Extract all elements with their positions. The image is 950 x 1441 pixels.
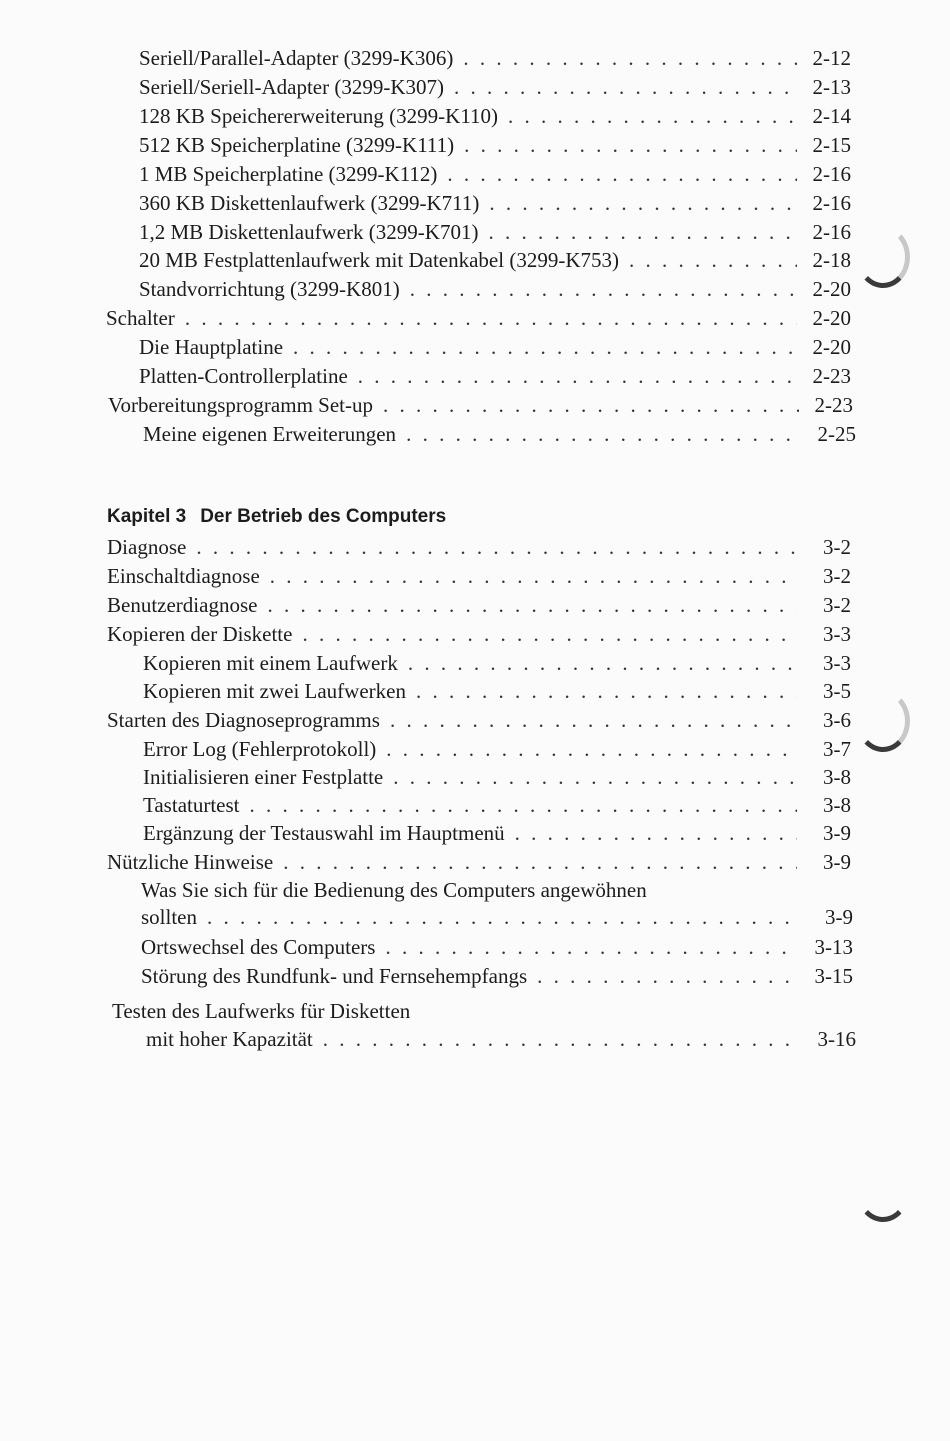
toc-entry-page: 2-15 bbox=[812, 133, 851, 157]
toc-entry bbox=[143, 650, 851, 676]
toc-entry-page: 2-23 bbox=[812, 364, 851, 388]
leader-dots bbox=[393, 764, 797, 790]
toc-entry-page: 2-23 bbox=[814, 393, 853, 417]
toc-entry-label: 1 MB Speicherplatine (3299-K112) bbox=[139, 162, 438, 186]
toc-entry bbox=[139, 190, 851, 216]
toc-entry bbox=[107, 707, 851, 733]
toc-entry-page: 3-7 bbox=[823, 737, 851, 761]
leader-dots bbox=[489, 190, 797, 216]
toc-entry-page: 3-2 bbox=[823, 535, 851, 559]
toc-entry-page: 2-25 bbox=[817, 422, 856, 446]
toc-entry bbox=[107, 621, 851, 647]
leader-dots bbox=[386, 736, 797, 762]
toc-entry-page: 2-13 bbox=[812, 75, 851, 99]
toc-entry bbox=[139, 45, 851, 71]
toc-entry bbox=[143, 792, 851, 818]
leader-dots bbox=[185, 305, 797, 331]
binder-hole-decoration bbox=[856, 690, 910, 752]
leader-dots bbox=[323, 1026, 802, 1052]
toc-entry-label: Seriell/Seriell-Adapter (3299-K307) bbox=[139, 75, 444, 99]
toc-entry bbox=[139, 276, 851, 302]
toc-entry-page: 2-16 bbox=[812, 191, 851, 215]
chapter-title: Der Betrieb des Computers bbox=[200, 506, 447, 527]
toc-entry bbox=[107, 563, 851, 589]
toc-entry bbox=[143, 736, 851, 762]
toc-entry-page: 3-15 bbox=[814, 964, 853, 988]
toc-entry-page: 2-12 bbox=[812, 46, 851, 70]
leader-dots bbox=[464, 132, 797, 158]
toc-entry bbox=[143, 764, 851, 790]
leader-dots bbox=[488, 219, 797, 245]
toc-entry-page: 3-3 bbox=[823, 622, 851, 646]
toc-entry-label: Standvorrichtung (3299-K801) bbox=[139, 277, 400, 301]
leader-dots bbox=[447, 161, 797, 187]
toc-entry-page: 3-13 bbox=[814, 935, 853, 959]
toc-entry-label: Schalter bbox=[106, 306, 175, 330]
chapter-number: Kapitel 3 bbox=[107, 506, 187, 527]
toc-entry-page: 2-20 bbox=[812, 335, 851, 359]
toc-entry bbox=[139, 132, 851, 158]
toc-entry-page: 2-18 bbox=[812, 248, 851, 272]
toc-entry bbox=[143, 421, 856, 447]
toc-entry-label: Diagnose bbox=[107, 535, 187, 559]
leader-dots bbox=[385, 934, 799, 960]
toc-entry-page: 3-16 bbox=[817, 1027, 856, 1051]
leader-dots bbox=[629, 247, 797, 273]
toc-entry-label: Ortswechsel des Computers bbox=[141, 935, 376, 959]
toc-entry-label: 360 KB Diskettenlaufwerk (3299-K711) bbox=[139, 191, 480, 215]
toc-entry bbox=[139, 334, 851, 360]
toc-entry-label: Nützliche Hinweise bbox=[107, 850, 274, 874]
toc-entry bbox=[139, 161, 851, 187]
leader-dots bbox=[515, 820, 797, 846]
toc-entry bbox=[141, 904, 853, 930]
toc-entry-label: Störung des Rundfunk- und Fernsehempfangs bbox=[141, 964, 528, 988]
toc-entry bbox=[141, 934, 853, 960]
leader-dots bbox=[408, 650, 797, 676]
toc-entry-label: Starten des Diagnoseprogramms bbox=[107, 708, 380, 732]
toc-entry-label: Kopieren mit einem Laufwerk bbox=[143, 651, 398, 675]
toc-entry-label: 1,2 MB Diskettenlaufwerk (3299-K701) bbox=[139, 220, 479, 244]
leader-dots bbox=[267, 592, 797, 618]
toc-entry-page: 3-9 bbox=[823, 850, 851, 874]
toc-entry-label: Einschaltdiagnose bbox=[107, 564, 260, 588]
toc-entry-label: Tastaturtest bbox=[143, 793, 240, 817]
toc-entry-page: 2-14 bbox=[812, 104, 851, 128]
toc-entry bbox=[107, 534, 851, 560]
toc-entry-label: 512 KB Speicherplatine (3299-K111) bbox=[139, 133, 455, 157]
toc-entry bbox=[139, 74, 851, 100]
toc-entry-label: Ergänzung der Testauswahl im Hauptmenü bbox=[143, 821, 505, 845]
leader-dots bbox=[390, 707, 797, 733]
toc-entry-label: Meine eigenen Erweiterungen bbox=[143, 422, 397, 446]
toc-entry-label: 20 MB Festplattenlaufwerk mit Datenkabel (3299-K753) bbox=[139, 248, 619, 272]
toc-entry-label: Benutzerdiagnose bbox=[107, 593, 258, 617]
toc-entry-label: 128 KB Speichererweiterung (3299-K110) bbox=[139, 104, 499, 128]
chapter-heading bbox=[107, 504, 446, 530]
toc-entry-page: 2-20 bbox=[812, 306, 851, 330]
leader-dots bbox=[250, 792, 798, 818]
toc-entry-label: Vorbereitungsprogramm Set-up bbox=[108, 393, 373, 417]
toc-entry-page: 2-20 bbox=[812, 277, 851, 301]
toc-entry-page: 3-9 bbox=[823, 821, 851, 845]
leader-dots bbox=[270, 563, 797, 589]
toc-entry-label: Die Hauptplatine bbox=[139, 335, 284, 359]
leader-dots bbox=[454, 74, 797, 100]
toc-entry bbox=[108, 392, 853, 418]
toc-entry-label: Platten-Controllerplatine bbox=[139, 364, 348, 388]
leader-dots bbox=[463, 45, 797, 71]
toc-entry-label: sollten bbox=[141, 905, 197, 929]
toc-entry-page: 3-5 bbox=[823, 679, 851, 703]
toc-entry bbox=[107, 592, 851, 618]
toc-entry-page: 3-3 bbox=[823, 651, 851, 675]
toc-entry-page: 2-16 bbox=[812, 162, 851, 186]
toc-entry-page: 2-16 bbox=[812, 220, 851, 244]
toc-entry bbox=[143, 678, 851, 704]
toc-entry bbox=[139, 247, 851, 273]
leader-dots bbox=[293, 334, 797, 360]
toc-entry-label: Seriell/Parallel-Adapter (3299-K306) bbox=[139, 46, 454, 70]
leader-dots bbox=[207, 904, 799, 930]
toc-entry-page: 3-8 bbox=[823, 765, 851, 789]
toc-entry bbox=[141, 963, 853, 989]
toc-entry-page: 3-2 bbox=[823, 593, 851, 617]
toc-entry-label: Testen des Laufwerks für Disketten bbox=[112, 999, 411, 1023]
leader-dots bbox=[406, 421, 802, 447]
toc-entry bbox=[139, 219, 851, 245]
leader-dots bbox=[283, 849, 797, 875]
toc-entry bbox=[106, 305, 851, 331]
leader-dots bbox=[416, 678, 797, 704]
leader-dots bbox=[410, 276, 797, 302]
toc-entry-label: Was Sie sich für die Bedienung des Computers angewöhnen bbox=[141, 878, 647, 902]
binder-hole-decoration bbox=[856, 226, 910, 288]
binder-hole-decoration bbox=[856, 1160, 910, 1222]
toc-entry bbox=[139, 363, 851, 389]
leader-dots bbox=[302, 621, 797, 647]
leader-dots bbox=[358, 363, 797, 389]
toc-entry bbox=[139, 103, 851, 129]
toc-entry bbox=[143, 820, 851, 846]
leader-dots bbox=[508, 103, 797, 129]
toc-entry bbox=[107, 849, 851, 875]
toc-entry-page: 3-2 bbox=[823, 564, 851, 588]
toc-entry-page: 3-9 bbox=[825, 905, 853, 929]
leader-dots bbox=[383, 392, 799, 418]
toc-entry-label: mit hoher Kapazität bbox=[146, 1027, 313, 1051]
leader-dots bbox=[196, 534, 797, 560]
toc-entry-label: Error Log (Fehlerprotokoll) bbox=[143, 737, 377, 761]
toc-entry-label: Initialisieren einer Festplatte bbox=[143, 765, 384, 789]
leader-dots bbox=[537, 963, 799, 989]
toc-entry-page: 3-6 bbox=[823, 708, 851, 732]
toc-entry-page: 3-8 bbox=[823, 793, 851, 817]
toc-entry-label: Kopieren der Diskette bbox=[107, 622, 293, 646]
toc-entry-label: Kopieren mit zwei Laufwerken bbox=[143, 679, 406, 703]
toc-entry bbox=[146, 1026, 856, 1052]
